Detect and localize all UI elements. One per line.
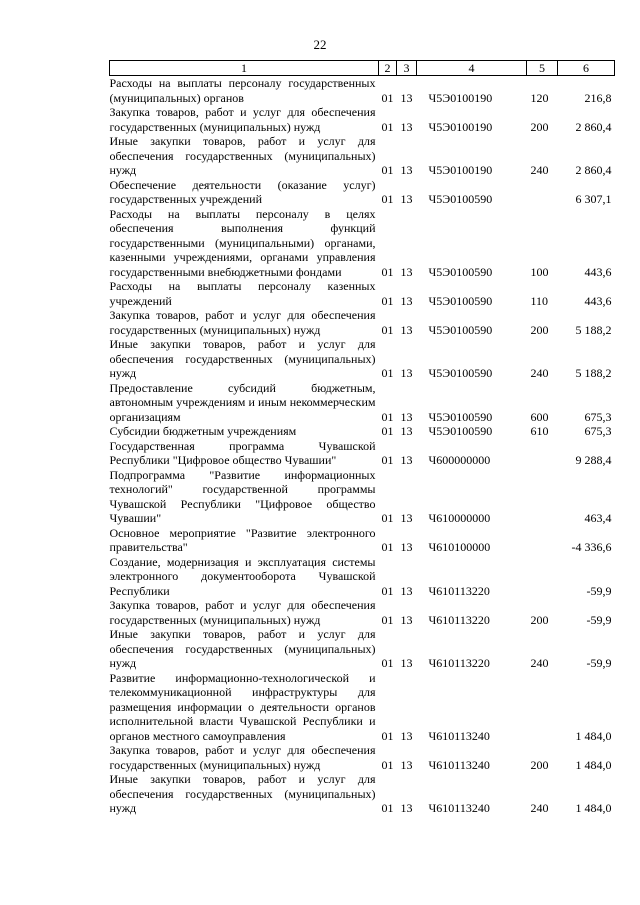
row-description: Закупка товаров, работ и услуг для обеспечения государственных (муниципальных) нужд (109, 743, 376, 772)
header-col-3: 3 (397, 61, 417, 76)
row-section: 01 (381, 728, 394, 743)
header-row (110, 61, 615, 76)
row-amount: 1 484,0 (575, 801, 612, 815)
table-row (110, 178, 615, 207)
row-description: Иные закупки товаров, работ и услуг для обеспечения государственных (муниципальных) нужд (109, 772, 376, 815)
row-target-code: Ч5Э0100590 (428, 424, 493, 438)
row-subsection: 13 (400, 757, 413, 772)
row-expense-type: 610 (530, 424, 549, 438)
row-subsection: 13 (400, 424, 413, 438)
table-row (110, 105, 615, 134)
table-row (110, 598, 615, 627)
table-row (110, 627, 615, 671)
row-amount: -59,9 (586, 656, 612, 670)
row-description: Государственная программа Чувашской Республики "Цифровое общество Чувашии" (109, 438, 376, 467)
row-section: 01 (381, 757, 394, 772)
row-target-code: Ч610113240 (428, 757, 490, 772)
header-col-5: 5 (527, 61, 558, 76)
budget-table (109, 60, 615, 816)
row-description: Подпрограмма "Развитие информационных технологий" государственной программы Чувашской Республики "Цифровое общество Чувашии" (109, 467, 376, 525)
row-expense-type (527, 555, 558, 599)
header-col-4: 4 (417, 61, 527, 76)
row-target-code: Ч5Э0100190 (428, 90, 493, 105)
row-section: 01 (381, 540, 394, 554)
row-expense-type (527, 439, 558, 468)
row-description: Иные закупки товаров, работ и услуг для обеспечения государственных (муниципальных) нужд (109, 134, 376, 177)
page-number: 22 (313, 37, 327, 52)
row-section: 01 (381, 366, 394, 380)
row-section: 01 (381, 583, 394, 598)
row-description: Обеспечение деятельности (оказание услуг) государственных учреждений (109, 177, 376, 206)
row-subsection: 13 (400, 453, 413, 467)
row-description: Развитие информационно-технологической и телекоммуникационной инфраструктуры для размещения информации о деятельности органов исполнительной власти Чувашской Республики и органов местного самоуправления (109, 670, 376, 743)
table-row (110, 76, 615, 106)
row-target-code: Ч5Э0100590 (428, 293, 493, 308)
row-target-code: Ч610000000 (428, 511, 491, 525)
row-section: 01 (381, 119, 394, 134)
table-row (110, 555, 615, 599)
table-row (110, 308, 615, 337)
header-col-6: 6 (558, 61, 615, 76)
row-description: Закупка товаров, работ и услуг для обеспечения государственных (муниципальных) нужд (109, 598, 376, 627)
row-target-code: Ч5Э0100190 (428, 119, 493, 134)
row-amount: 5 188,2 (575, 322, 612, 337)
table-row (110, 439, 615, 468)
row-subsection: 13 (400, 366, 413, 380)
row-section: 01 (381, 192, 394, 206)
row-section: 01 (381, 656, 394, 670)
row-expense-type: 240 (530, 801, 549, 815)
row-target-code: Ч610113220 (428, 612, 490, 627)
row-subsection: 13 (400, 119, 413, 134)
row-amount: 443,6 (584, 264, 612, 279)
row-description: Основное мероприятие "Развитие электронного правительства" (109, 525, 376, 554)
row-target-code: Ч5Э0100590 (428, 264, 493, 279)
row-section: 01 (381, 453, 394, 467)
table-row (110, 134, 615, 178)
row-expense-type: 240 (530, 366, 549, 380)
table-row (110, 526, 615, 555)
row-expense-type: 240 (530, 163, 549, 177)
row-amount: 2 860,4 (575, 163, 612, 177)
row-amount: 1 484,0 (575, 728, 612, 743)
row-section: 01 (381, 90, 394, 105)
header-col-1: 1 (110, 61, 379, 76)
row-target-code: Ч610100000 (428, 540, 491, 554)
table-row (110, 424, 615, 439)
header-col-2: 2 (379, 61, 397, 76)
row-expense-type: 200 (530, 322, 549, 337)
row-section: 01 (381, 424, 394, 438)
row-subsection: 13 (400, 511, 413, 525)
row-subsection: 13 (400, 293, 413, 308)
row-section: 01 (381, 409, 394, 424)
row-expense-type: 200 (530, 119, 549, 134)
row-section: 01 (381, 801, 394, 815)
row-description: Создание, модернизация и эксплуатация системы электронного документооборота Чувашской Республики (109, 554, 376, 598)
table-row (110, 279, 615, 308)
row-subsection: 13 (400, 801, 413, 815)
row-section: 01 (381, 163, 394, 177)
table-row (110, 337, 615, 381)
row-amount: 443,6 (584, 293, 612, 308)
row-target-code: Ч610113240 (428, 728, 490, 743)
row-amount: -59,9 (586, 612, 612, 627)
row-subsection: 13 (400, 583, 413, 598)
row-description: Закупка товаров, работ и услуг для обеспечения государственных (муниципальных) нужд (109, 105, 376, 134)
row-expense-type: 200 (530, 612, 549, 627)
row-target-code: Ч610113220 (428, 583, 490, 598)
row-subsection: 13 (400, 90, 413, 105)
row-expense-type: 120 (530, 90, 549, 105)
table-row (110, 671, 615, 744)
row-description: Закупка товаров, работ и услуг для обеспечения государственных (муниципальных) нужд (109, 308, 376, 337)
table-header (110, 61, 615, 76)
row-expense-type (527, 526, 558, 555)
row-description: Расходы на выплаты персоналу казенных учреждений (109, 279, 376, 308)
row-amount: -4 336,6 (571, 540, 612, 554)
row-amount: 216,8 (584, 90, 612, 105)
row-amount: 675,3 (584, 424, 612, 438)
row-expense-type: 200 (530, 757, 549, 772)
row-subsection: 13 (400, 409, 413, 424)
row-expense-type (527, 178, 558, 207)
row-target-code: Ч600000000 (428, 453, 491, 467)
row-subsection: 13 (400, 612, 413, 627)
row-expense-type (527, 468, 558, 526)
row-description: Расходы на выплаты персоналу государственных (муниципальных) органов (109, 76, 376, 105)
row-subsection: 13 (400, 540, 413, 554)
row-target-code: Ч5Э0100590 (428, 322, 493, 337)
row-subsection: 13 (400, 192, 413, 206)
row-expense-type (527, 671, 558, 744)
row-expense-type: 240 (530, 656, 549, 670)
row-description: Предоставление субсидий бюджетным, автономным учреждениям и иным некоммерческим организациям (109, 380, 376, 424)
row-subsection: 13 (400, 728, 413, 743)
row-description: Иные закупки товаров, работ и услуг для обеспечения государственных (муниципальных) нужд (109, 627, 376, 670)
row-subsection: 13 (400, 264, 413, 279)
row-amount: 5 188,2 (575, 366, 612, 380)
row-target-code: Ч5Э0100590 (428, 409, 493, 424)
row-section: 01 (381, 293, 394, 308)
row-expense-type: 100 (530, 264, 549, 279)
row-target-code: Ч5Э0100190 (428, 163, 493, 177)
row-amount: 9 288,4 (575, 453, 612, 467)
row-description: Субсидии бюджетным учреждениям (109, 424, 297, 438)
row-amount: 463,4 (584, 511, 612, 525)
row-target-code: Ч5Э0100590 (428, 192, 493, 206)
table-row (110, 468, 615, 526)
row-subsection: 13 (400, 322, 413, 337)
row-expense-type: 600 (530, 409, 549, 424)
row-amount: -59,9 (586, 583, 612, 598)
row-amount: 1 484,0 (575, 757, 612, 772)
row-section: 01 (381, 264, 394, 279)
row-section: 01 (381, 322, 394, 337)
row-subsection: 13 (400, 656, 413, 670)
row-description: Иные закупки товаров, работ и услуг для обеспечения государственных (муниципальных) нужд (109, 337, 376, 380)
table-row (110, 743, 615, 772)
row-amount: 675,3 (584, 409, 612, 424)
table-body (110, 76, 615, 816)
table-row (110, 381, 615, 425)
row-amount: 6 307,1 (575, 192, 612, 206)
row-target-code: Ч610113240 (428, 801, 490, 815)
row-target-code: Ч610113220 (428, 656, 490, 670)
row-section: 01 (381, 511, 394, 525)
row-description: Расходы на выплаты персоналу в целях обеспечения выполнения функций государственными (муниципальными) органами, казенными учреждениями, органами управления государственными внебюджетными фондами (109, 206, 376, 279)
table-row (110, 207, 615, 280)
row-amount: 2 860,4 (575, 119, 612, 134)
row-target-code: Ч5Э0100590 (428, 366, 493, 380)
table-row (110, 772, 615, 816)
row-section: 01 (381, 612, 394, 627)
row-subsection: 13 (400, 163, 413, 177)
row-expense-type: 110 (530, 293, 549, 308)
